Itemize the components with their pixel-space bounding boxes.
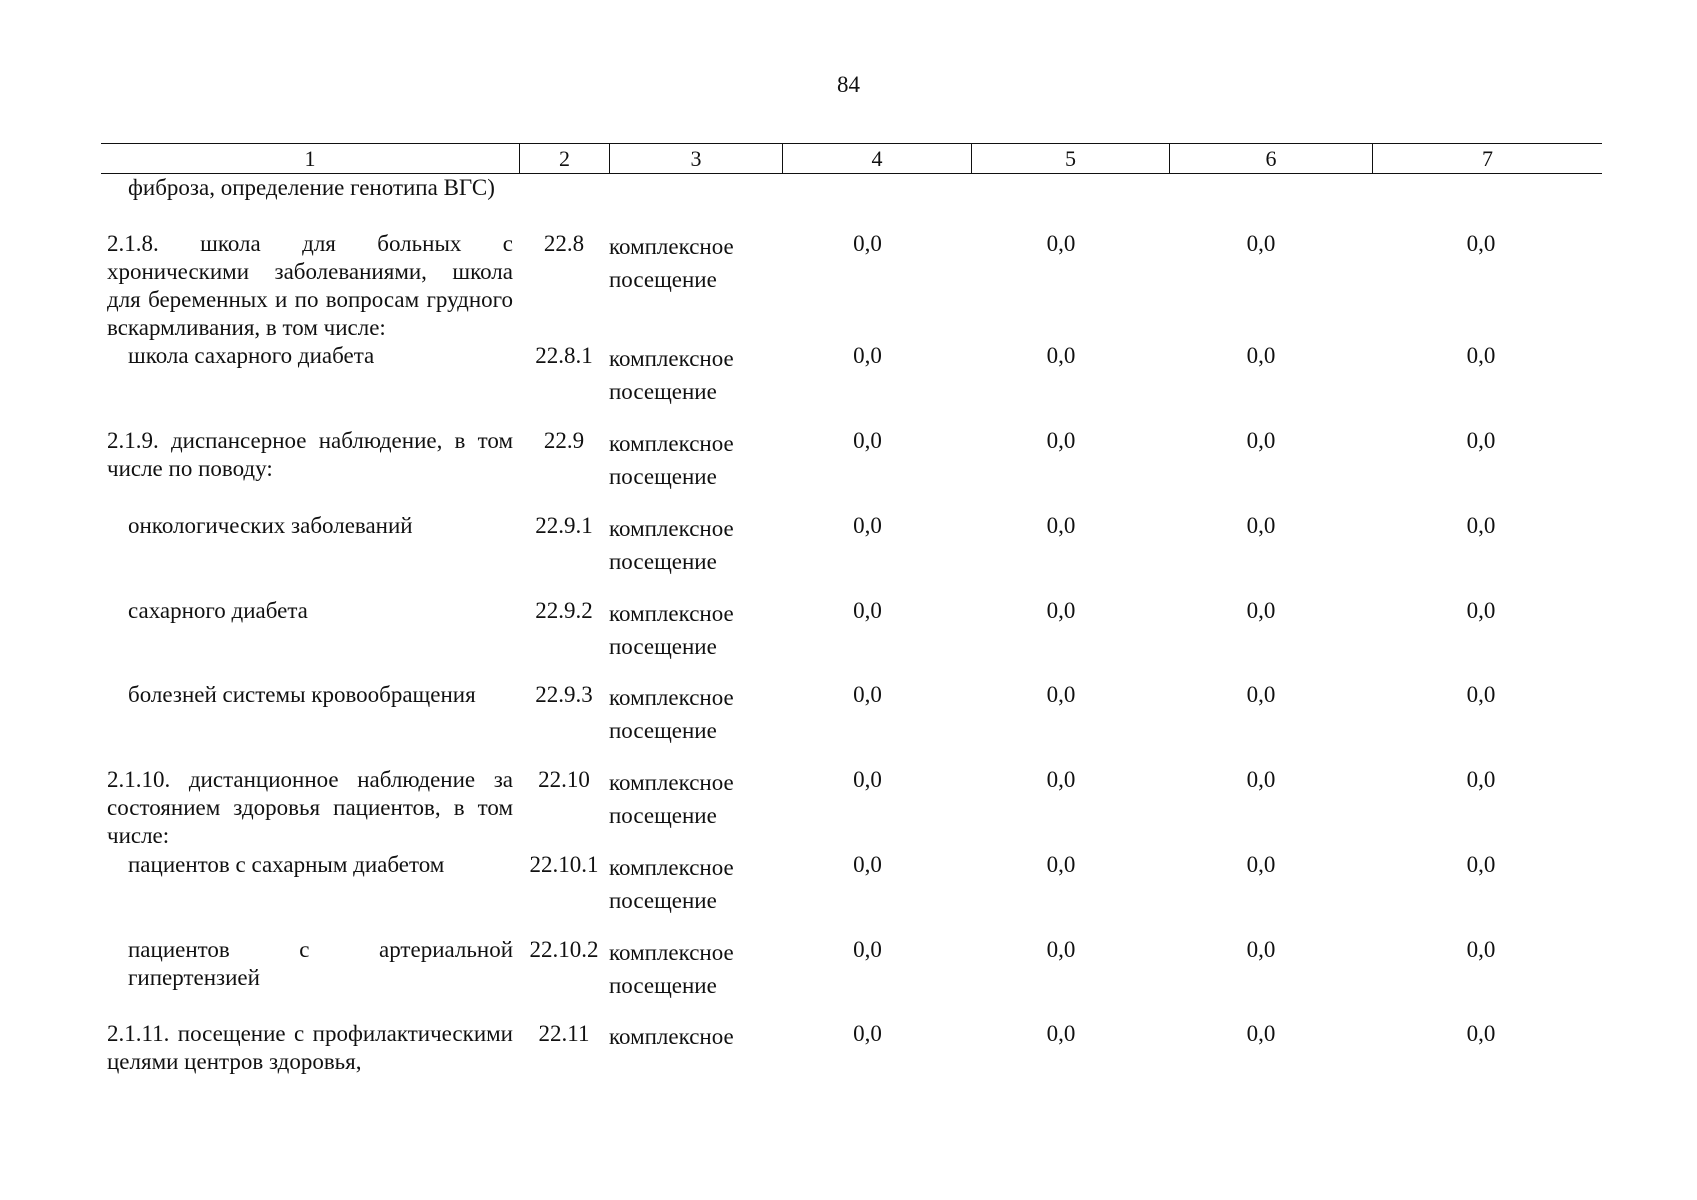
header-col-4: 4 (782, 144, 971, 173)
row-unit: комплексное (609, 1024, 734, 1049)
row-value-col7: 0,0 (1466, 231, 1496, 256)
row-name: 2.1.8. школа для больных с хроническими заболеваниями, школа для беременных и по вопросам грудного вскармливания, в том числе: (107, 231, 513, 340)
row-value-col6: 0,0 (1246, 598, 1276, 623)
header-col-1: 1 (304, 146, 316, 171)
header-col-2: 2 (519, 144, 609, 173)
row-name: болезней системы кровообращения (128, 682, 476, 707)
row-unit: комплексное посещение (609, 601, 734, 659)
row-value-col4: 0,0 (853, 767, 882, 792)
row-value-col5: 0,0 (1046, 343, 1076, 368)
row-value-col6: 0,0 (1246, 852, 1276, 877)
row-value-col5: 0,0 (1046, 1021, 1076, 1046)
row-value-col7: 0,0 (1466, 767, 1496, 792)
row-code: 22.9 (543, 428, 585, 453)
row-value-col5: 0,0 (1046, 598, 1076, 623)
row-value-col4: 0,0 (853, 682, 882, 707)
row-value-col4: 0,0 (853, 513, 882, 538)
row-value-col5: 0,0 (1046, 937, 1076, 962)
row-unit: комплексное посещение (609, 234, 734, 292)
row-value-col7: 0,0 (1466, 598, 1496, 623)
row-code: 22.9.1 (535, 513, 593, 538)
row-name: сахарного диабета (128, 598, 308, 623)
row-name: 2.1.11. посещение с профилактическими целями центров здоровья, (107, 1021, 513, 1074)
row-value-col6: 0,0 (1246, 767, 1276, 792)
row-value-col4: 0,0 (853, 428, 882, 453)
row-value-col7: 0,0 (1466, 428, 1496, 453)
row-value-col4: 0,0 (853, 343, 882, 368)
row-value-col6: 0,0 (1246, 1021, 1276, 1046)
row-value-col5: 0,0 (1046, 852, 1076, 877)
row-name: школа сахарного диабета (128, 343, 375, 368)
table-header (101, 143, 1602, 174)
header-col-3: 3 (609, 144, 782, 173)
row-value-col6: 0,0 (1246, 937, 1276, 962)
row-code: 22.8 (543, 231, 585, 256)
row-value-col6: 0,0 (1246, 682, 1276, 707)
row-value-col6: 0,0 (1246, 231, 1276, 256)
row-name: пациентов с артериальной гипертензией (128, 937, 513, 990)
row-name: пациентов с сахарным диабетом (128, 852, 445, 877)
row-unit: комплексное посещение (609, 346, 734, 404)
row-name: 2.1.9. диспансерное наблюдение, в том числе по поводу: (107, 428, 513, 481)
row-name: 2.1.10. дистанционное наблюдение за состоянием здоровья пациентов, в том числе: (107, 767, 513, 848)
row-unit: комплексное посещение (609, 516, 734, 574)
row-code: 22.10.1 (529, 852, 599, 877)
row-unit: комплексное посещение (609, 431, 734, 489)
row-value-col7: 0,0 (1466, 852, 1496, 877)
row-name: онкологических заболеваний (128, 513, 413, 538)
header-col-7: 7 (1372, 144, 1602, 173)
row-code: 22.11 (538, 1021, 590, 1046)
row-value-col6: 0,0 (1246, 513, 1276, 538)
row-unit: комплексное посещение (609, 940, 734, 998)
row-code: 22.10 (538, 767, 590, 792)
row-value-col5: 0,0 (1046, 682, 1076, 707)
page-number: 84 (837, 72, 860, 97)
row-value-col5: 0,0 (1046, 231, 1076, 256)
row-value-col4: 0,0 (853, 852, 882, 877)
continuation-text: фиброза, определение генотипа ВГС) (128, 175, 495, 200)
header-col-6: 6 (1169, 144, 1372, 173)
row-value-col4: 0,0 (853, 1021, 882, 1046)
row-value-col7: 0,0 (1466, 343, 1496, 368)
data-table (101, 143, 1602, 1074)
row-unit: комплексное посещение (609, 855, 734, 913)
row-value-col6: 0,0 (1246, 428, 1276, 453)
row-code: 22.9.2 (535, 598, 593, 623)
row-unit: комплексное посещение (609, 770, 734, 828)
row-value-col4: 0,0 (853, 937, 882, 962)
row-value-col7: 0,0 (1466, 513, 1496, 538)
row-value-col7: 0,0 (1466, 1021, 1496, 1046)
row-value-col4: 0,0 (853, 231, 882, 256)
row-value-col7: 0,0 (1466, 682, 1496, 707)
row-code: 22.8.1 (535, 343, 593, 368)
row-value-col6: 0,0 (1246, 343, 1276, 368)
row-value-col7: 0,0 (1466, 937, 1496, 962)
row-code: 22.10.2 (529, 937, 599, 962)
row-value-col5: 0,0 (1046, 428, 1076, 453)
row-value-col5: 0,0 (1046, 767, 1076, 792)
header-col-5: 5 (971, 144, 1169, 173)
row-value-col5: 0,0 (1046, 513, 1076, 538)
row-code: 22.9.3 (535, 682, 593, 707)
row-unit: комплексное посещение (609, 685, 734, 743)
row-value-col4: 0,0 (853, 598, 882, 623)
